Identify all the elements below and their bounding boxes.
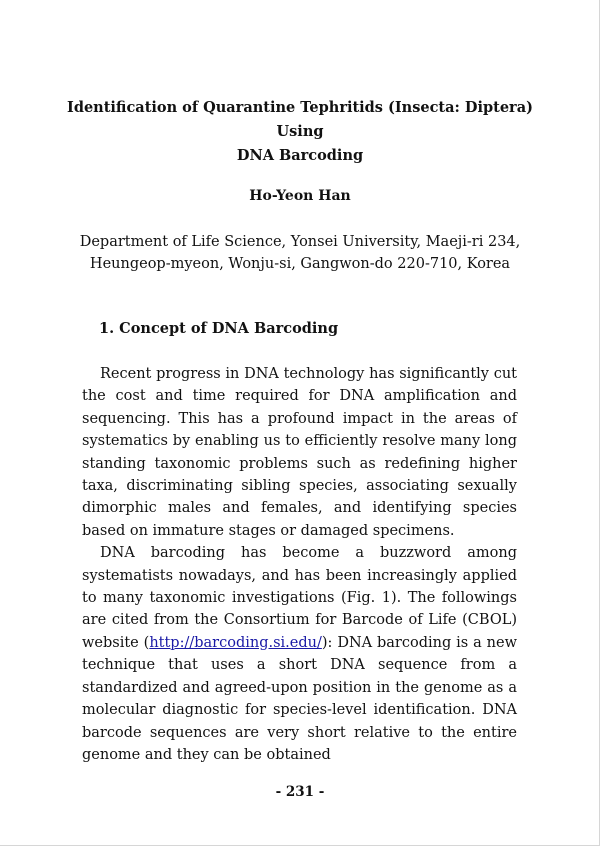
paper-title <box>60 96 540 168</box>
paragraph-1: Recent progress in DNA technology has significantly cut the cost and time required for DNA amplification and sequencing. This has a profound impact in the areas of systematics by enabling us to efficiently resolve many long standing taxonomic problems such as redefining higher taxa, discriminating sibling species, associating sexually dimorphic males and females, and identifying species based on immature stages or damaged specimens. <box>82 366 517 539</box>
paper-title-line-1: Identification of Quarantine Tephritids (Insecta: Diptera) Using <box>67 99 533 140</box>
affiliation-line-2: Heungeop-myeon, Wonju-si, Gangwon-do 220-710, Korea <box>89 256 511 272</box>
body-text <box>82 363 517 766</box>
affiliation-line-1: Department of Life Science, Yonsei University, Maeji-ri 234, <box>79 234 521 250</box>
page-number: - 231 - <box>275 784 325 800</box>
paper-title-line-2: DNA Barcoding <box>236 147 364 164</box>
author-name: Ho-Yeon Han <box>249 188 351 204</box>
paragraph-2-text-before-link: DNA barcoding has become a buzzword among systematists nowadays, and has been increasingly applied to many taxonomic investigations (Fig. 1). The followings are cited from the Consortium for Barcode of Life (CBOL) website ( <box>82 545 517 651</box>
paragraph-2-text-after-link: ): DNA barcoding is a new technique that uses a short DNA sequence from a standardized and agreed-upon position in the genome as a molecular diagnostic for species-level identification. DNA barcode sequences are very short relative to the entire genome and they can be obtained <box>82 634 517 763</box>
author-affiliation <box>60 231 540 275</box>
paragraph-2 <box>82 542 517 766</box>
cbol-website-link[interactable]: http://barcoding.si.edu/ <box>149 634 322 651</box>
section-heading: 1. Concept of DNA Barcoding <box>99 320 339 337</box>
